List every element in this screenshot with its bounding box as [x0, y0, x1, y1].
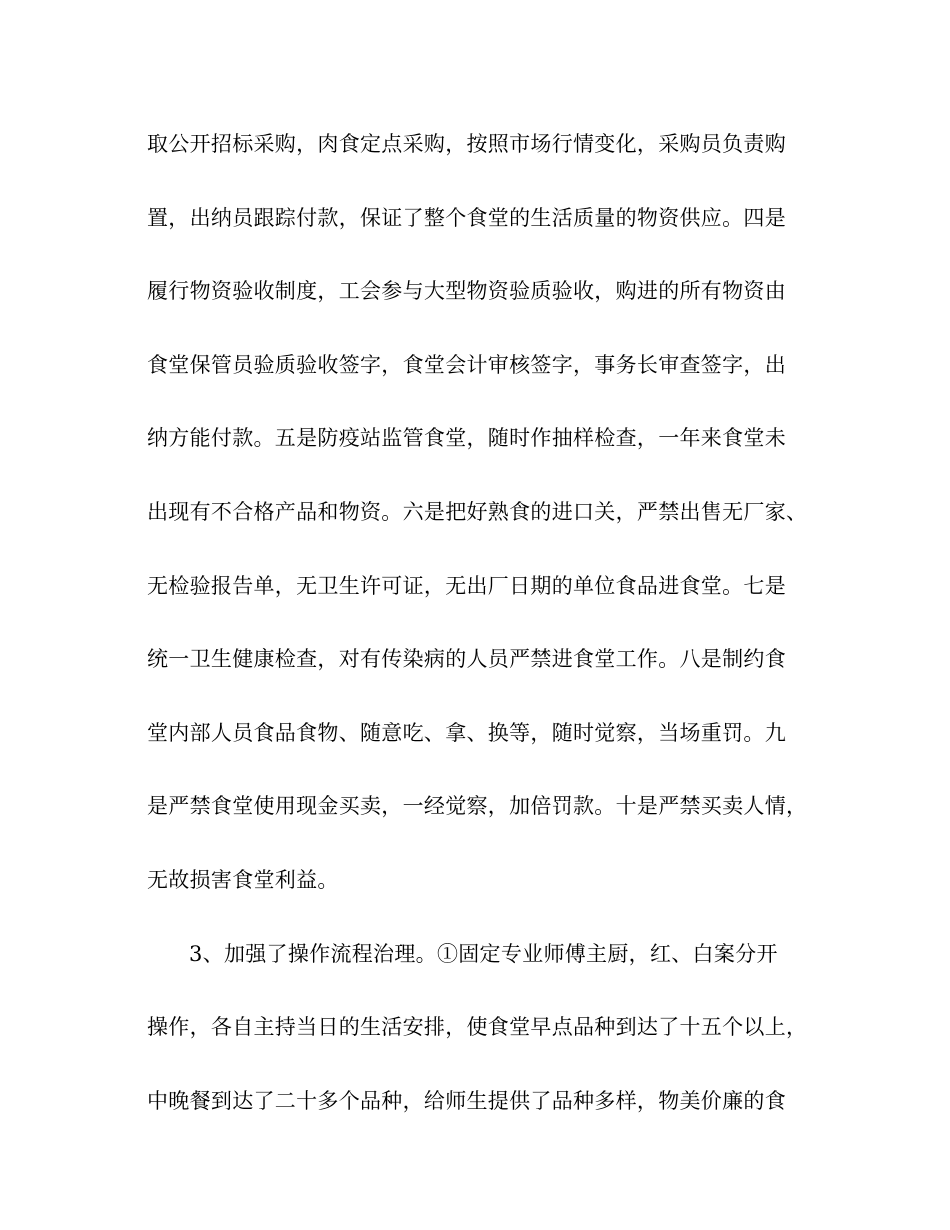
text-line-6: 出现有不合格产品和物资。六是把好熟食的进口关，严禁出售无厂家、 [147, 499, 808, 524]
text-line-3: 履行物资验收制度，工会参与大型物资验质验收，购进的所有物资由 [147, 279, 786, 304]
text-line-2: 置，出纳员跟踪付款，保证了整个食堂的生活质量的物资供应。四是 [147, 205, 786, 230]
text-line-8: 统一卫生健康检查，对有传染病的人员严禁进食堂工作。八是制约食 [147, 647, 786, 672]
text-line-9: 堂内部人员食品食物、随意吃、拿、换等，随时觉察，当场重罚。九 [147, 720, 786, 745]
text-line-14: 中晚餐到达了二十多个品种，给师生提供了品种多样，物美价廉的食 [147, 1088, 786, 1113]
text-line-5: 纳方能付款。五是防疫站监管食堂，随时作抽样检查，一年来食堂未 [147, 426, 786, 451]
body-text [147, 124, 807, 1154]
text-line-11: 无故损害食堂利益。 [147, 867, 339, 892]
text-line-10: 是严禁食堂使用现金买卖，一经觉察，加倍罚款。十是严禁买卖人情， [147, 794, 808, 819]
text-line-1: 取公开招标采购，肉食定点采购，按照市场行情变化，采购员负责购 [147, 132, 786, 156]
text-line-4: 食堂保管员验质验收签字，食堂会计审核签字，事务长审查签字，出 [147, 352, 786, 377]
text-line-12: 3、加强了操作流程治理。①固定专业师傅主厨，红、白案分开 [189, 941, 778, 966]
text-line-7: 无检验报告单，无卫生许可证，无出厂日期的单位食品进食堂。七是 [147, 573, 786, 598]
text-line-13: 操作，各自主持当日的生活安排，使食堂早点品种到达了十五个以上， [147, 1015, 808, 1040]
